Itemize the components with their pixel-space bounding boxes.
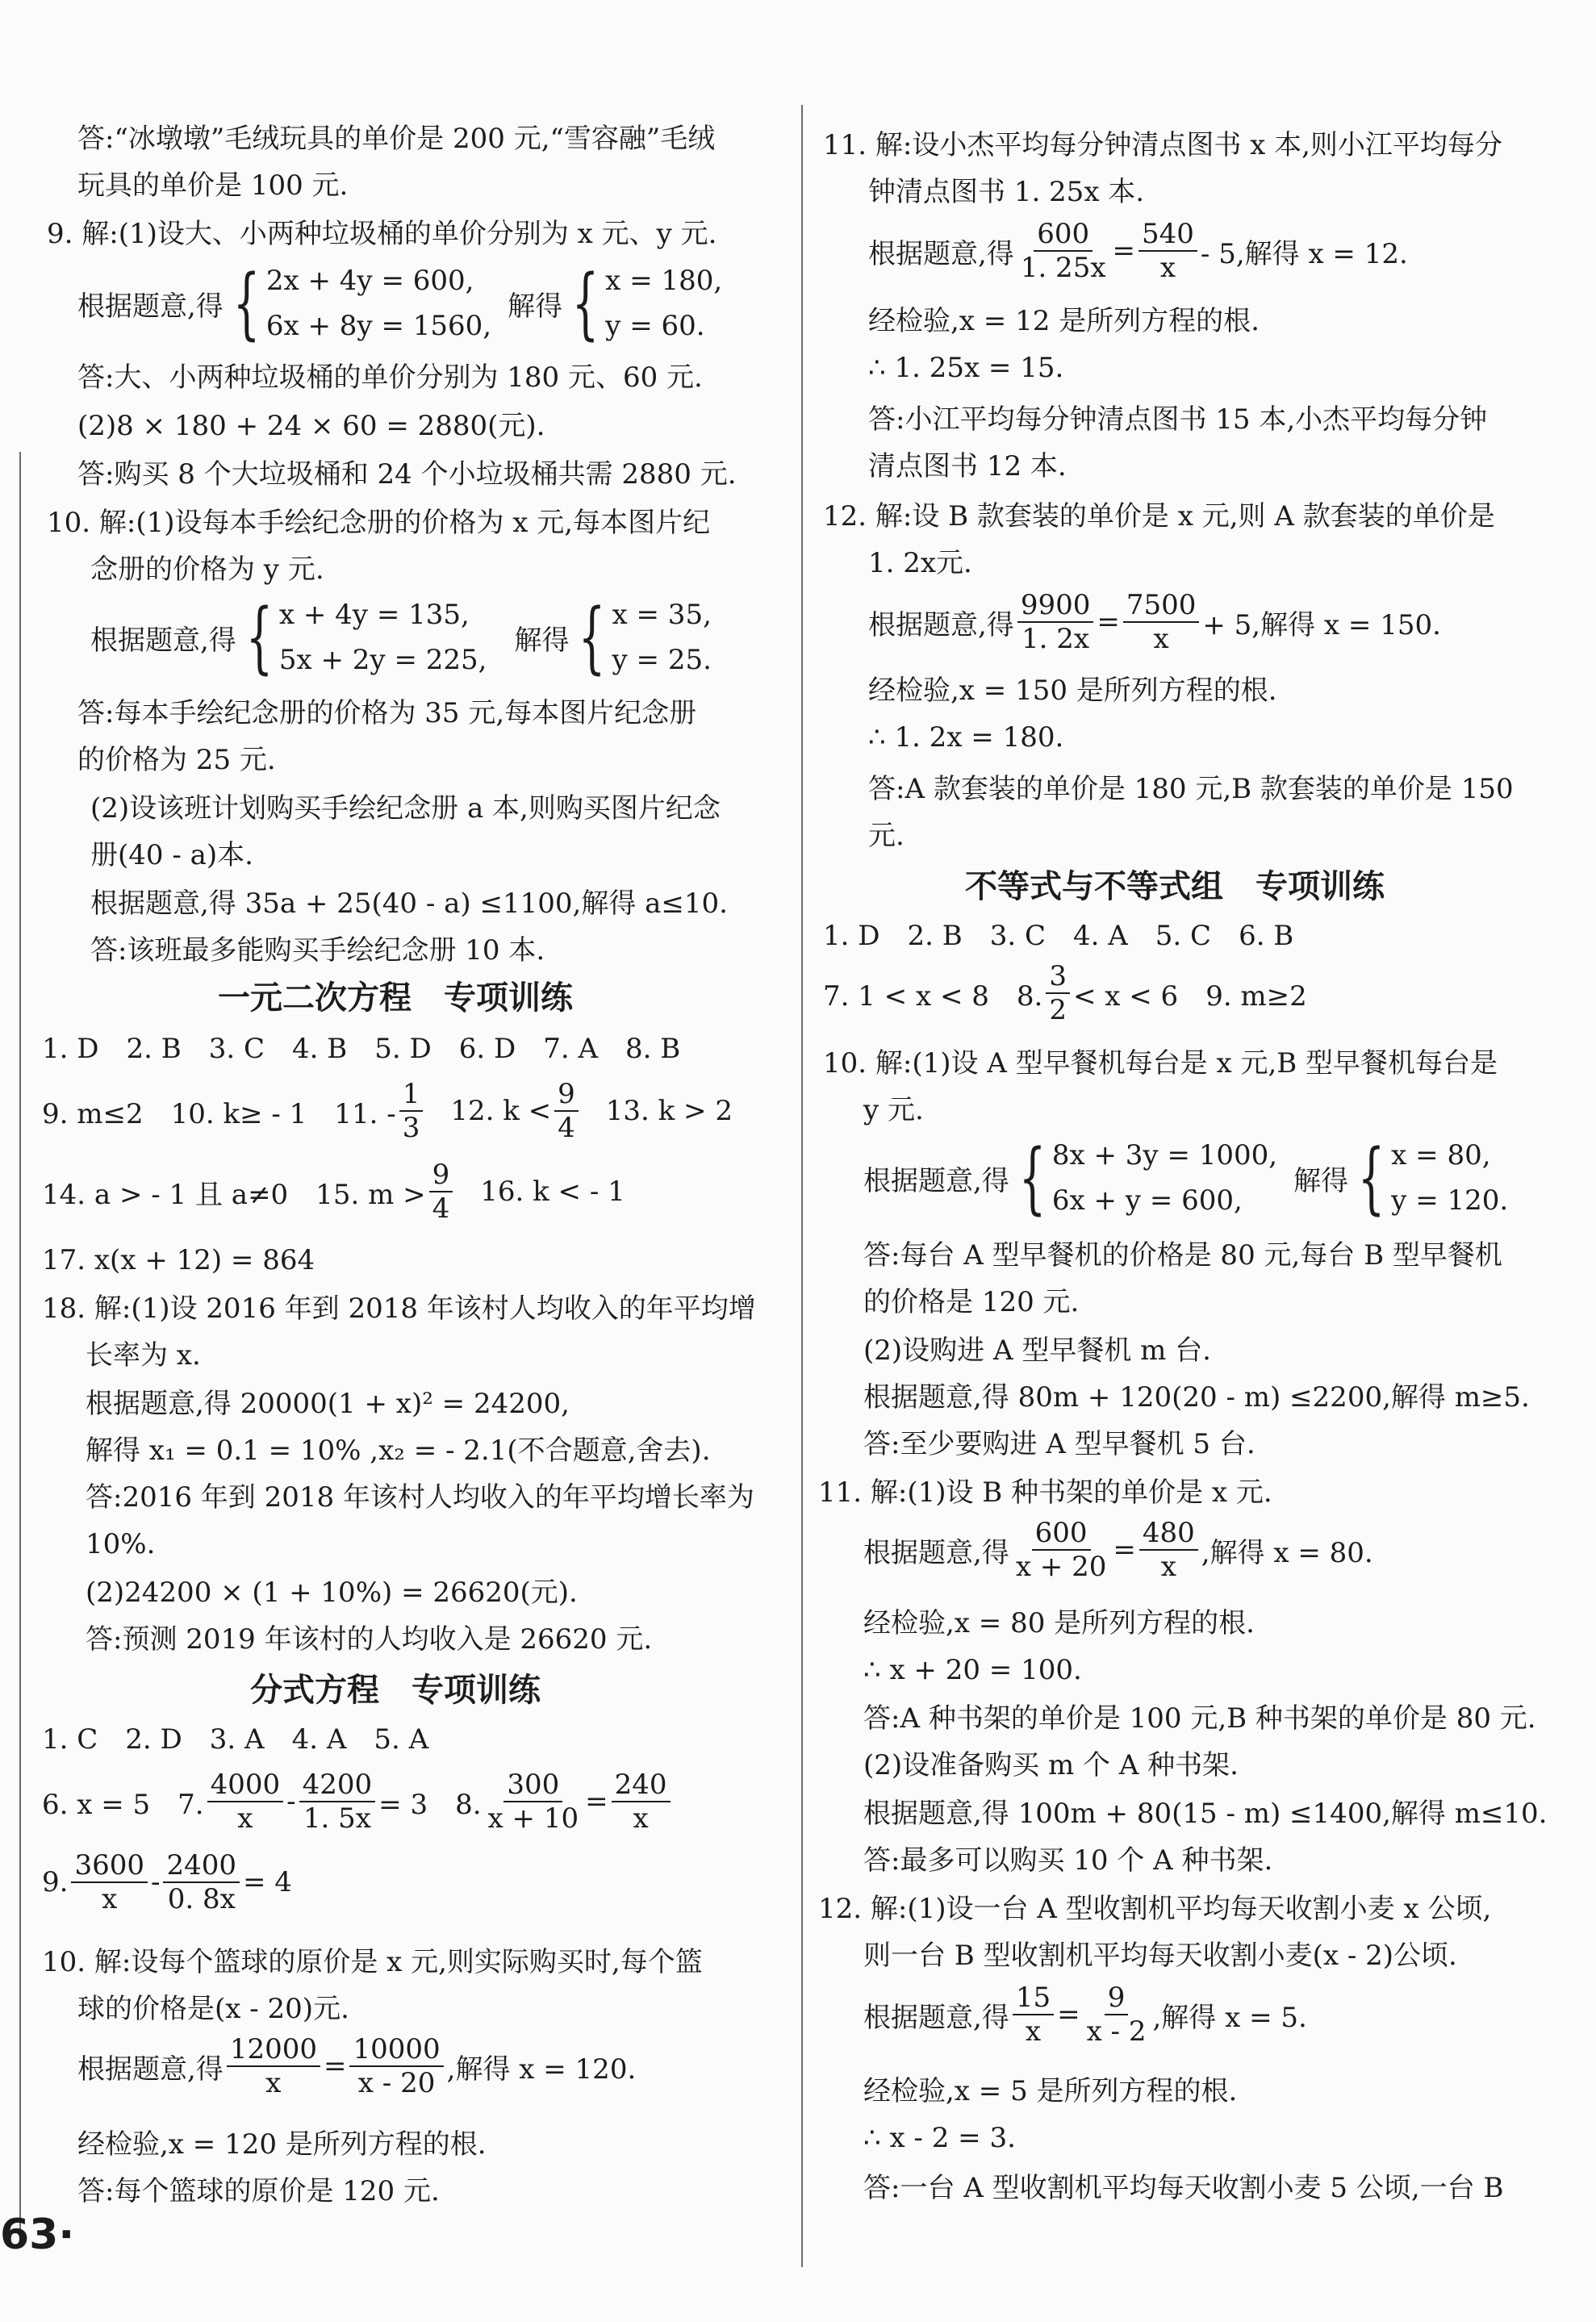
equation (863, 1982, 1307, 2048)
equation (863, 1517, 1373, 1583)
answer-row (823, 960, 1307, 1026)
eq-row: 8x + 3y = 1000, (1051, 1139, 1278, 1171)
right-column (807, 0, 1596, 2322)
text-line: 根据题意,得 35a + 25(40 - a) ≤1100,解得 a≤10. (90, 887, 728, 920)
text-line: 答:一台 A 型收割机平均每天收割小麦 5 公顷,一台 B (863, 2172, 1504, 2204)
text-line: 1. 2x元. (868, 547, 972, 579)
system-2: { x = 80, y = 120. (1357, 1133, 1509, 1223)
fraction (1046, 960, 1070, 1026)
text-line: 根据题意,得 80m + 120(20 - m) ≤2200,解得 m≥5. (863, 1381, 1530, 1414)
denominator: x (265, 2067, 282, 2099)
denominator: x - 20 (357, 2067, 436, 2099)
operator: = (585, 1785, 608, 1818)
text-line: 答:最多可以购买 10 个 A 种书架. (863, 1844, 1273, 1877)
text-line: 答:小江平均每分钟清点图书 15 本,小杰平均每分钟 (868, 403, 1488, 436)
numerator: 2400 (163, 1849, 240, 1883)
fraction (227, 2033, 320, 2099)
answer-row: 17. x(x + 12) = 864 (42, 1244, 315, 1276)
numerator: 9 (429, 1159, 453, 1192)
fraction (1139, 218, 1197, 284)
answer-row (42, 1159, 625, 1225)
eq-mid: 解得 (514, 624, 570, 657)
eq-prefix: 根据题意,得 (868, 237, 1014, 270)
fraction (299, 1769, 376, 1835)
numerator: 10000 (349, 2033, 443, 2067)
text-line: 钟清点图书 1. 25x 本. (868, 176, 1145, 208)
text-line: 根据题意,得 100m + 80(15 - m) ≤1400,解得 m≤10. (863, 1798, 1548, 1830)
fraction (1013, 1517, 1110, 1583)
system-2: { x = 180, y = 60. (571, 258, 723, 349)
operator: = (1097, 606, 1120, 638)
denominator: 1. 25x (1020, 252, 1106, 284)
section-heading: 分式方程 专项训练 (250, 1672, 541, 1709)
system-1: { x + 4y = 135, 5x + 2y = 225, (245, 592, 487, 683)
question-18: 18. 解:(1)设 2016 年到 2018 年该村人均收入的年平均增 (42, 1293, 756, 1325)
eq-prefix: 根据题意,得 (90, 624, 236, 657)
system-1: { 2x + 4y = 600, 6x + 8y = 1560, (232, 258, 492, 349)
text-line: 答:“冰墩墩”毛绒玩具的单价是 200 元,“雪容融”毛绒 (77, 123, 716, 155)
text-line: 经检验,x = 150 是所列方程的根. (868, 674, 1277, 707)
equation-system (90, 592, 715, 683)
text-line: 清点图书 12 本. (868, 450, 1067, 482)
numerator: 3 (1046, 960, 1070, 994)
numerator: 9900 (1017, 589, 1094, 623)
denominator: x (1160, 1551, 1176, 1583)
eq-row: x + 4y = 135, (278, 599, 470, 631)
answer-text: 9. (42, 1866, 69, 1898)
page-number: 63· (0, 2211, 75, 2259)
text-line: 长率为 x. (86, 1339, 201, 1372)
numerator: 540 (1139, 218, 1197, 252)
text-line: 则一台 B 型收割机平均每天收割小麦(x - 2)公顷. (863, 1940, 1457, 1972)
text-line: 解得 x₁ = 0.1 = 10% ,x₂ = - 2.1(不合题意,舍去). (86, 1435, 711, 1467)
denominator: x (633, 1802, 649, 1835)
text-line: 答:大、小两种垃圾桶的单价分别为 180 元、60 元. (77, 361, 703, 394)
text-line: (2)24200 × (1 + 10%) = 26620(元). (86, 1577, 578, 1609)
text-line: 经检验,x = 80 是所列方程的根. (863, 1607, 1255, 1639)
text-line: 球的价格是(x - 20)元. (77, 1993, 349, 2025)
text-line: ∴ 1. 25x = 15. (868, 352, 1064, 384)
text-line: 答:每个篮球的原价是 120 元. (77, 2175, 440, 2207)
numerator: 7500 (1123, 589, 1200, 623)
fraction (429, 1159, 453, 1225)
fraction (207, 1769, 284, 1835)
answer-text: = 3 8. (378, 1788, 482, 1821)
numerator: 600 (1032, 1517, 1091, 1551)
eq-suffix: ,解得 x = 120. (446, 2053, 637, 2086)
fraction (1017, 589, 1094, 655)
equation (77, 2033, 636, 2099)
eq-row: 6x + y = 600, (1051, 1184, 1243, 1217)
answer-row (42, 1078, 733, 1144)
fraction (612, 1769, 671, 1835)
text-line: 答:A 款套装的单价是 180 元,B 款套装的单价是 150 (868, 773, 1514, 805)
text-line: 答:预测 2019 年该村的人均收入是 26620 元. (86, 1623, 653, 1656)
answer-row: 1. D 2. B 3. C 4. B 5. D 6. D 7. A 8. B (42, 1033, 681, 1065)
question-11: 11. 解:设小杰平均每分钟清点图书 x 本,则小江平均每分 (823, 129, 1502, 161)
eq-mid: 解得 (1293, 1164, 1349, 1197)
numerator: 4000 (207, 1769, 284, 1802)
denominator: x + 10 (487, 1802, 579, 1835)
page-number-text: 63 (0, 2211, 59, 2259)
numerator: 480 (1139, 1517, 1198, 1551)
numerator: 9 (554, 1078, 579, 1112)
text-line: 答:A 种书架的单价是 100 元,B 种书架的单价是 80 元. (863, 1702, 1536, 1735)
eq-row: 5x + 2y = 225, (278, 644, 487, 676)
denominator: 4 (432, 1192, 450, 1225)
text-line: 经检验,x = 12 是所列方程的根. (868, 305, 1260, 337)
eq-suffix: + 5,解得 x = 150. (1202, 608, 1441, 641)
answer-row (42, 1849, 292, 1915)
denominator: 4 (558, 1112, 575, 1144)
system-2: { x = 35, y = 25. (579, 592, 712, 683)
question-10: 10. 解:设每个篮球的原价是 x 元,则实际购买时,每个篮 (42, 1946, 703, 1978)
text-line: 册(40 - a)本. (90, 839, 253, 871)
numerator: 1 (399, 1078, 424, 1112)
text-line: 答:该班最多能购买手绘纪念册 10 本. (90, 934, 545, 967)
text-line: 答:每本手绘纪念册的价格为 35 元,每本图片纪念册 (77, 697, 697, 729)
equation-system (863, 1133, 1511, 1223)
question-10: 10. 解:(1)设每本手绘纪念册的价格为 x 元,每本图片纪 (47, 507, 711, 539)
eq-row: 6x + 8y = 1560, (265, 310, 492, 342)
answer-text: 12. k < (450, 1095, 552, 1127)
answer-text: = 4 (243, 1866, 292, 1898)
text-line: 答:2016 年到 2018 年该村人均收入的年平均增长率为 (86, 1481, 754, 1514)
fraction (1123, 589, 1200, 655)
operator: = (1113, 1534, 1136, 1566)
answer-text: 9. m≤2 10. k≥ - 1 11. - (42, 1097, 396, 1130)
denominator: x (237, 1802, 253, 1835)
answer-row (42, 1769, 674, 1835)
question-12: 12. 解:设 B 款套装的单价是 x 元,则 A 款套装的单价是 (823, 500, 1495, 532)
eq-prefix: 根据题意,得 (863, 1536, 1009, 1569)
text-line: y 元. (863, 1094, 924, 1126)
numerator: 4200 (299, 1769, 376, 1802)
fraction (71, 1849, 148, 1915)
numerator: 9 (1105, 1982, 1129, 2015)
eq-row: y = 25. (612, 644, 712, 676)
eq-row: y = 120. (1391, 1184, 1509, 1217)
denominator: x (102, 1883, 118, 1915)
text-line: ∴ x + 20 = 100. (863, 1654, 1082, 1686)
text-line: 经检验,x = 5 是所列方程的根. (863, 2075, 1238, 2107)
eq-prefix: 根据题意,得 (863, 2001, 1009, 2034)
numerator: 3600 (71, 1849, 148, 1883)
eq-prefix: 根据题意,得 (863, 1164, 1009, 1197)
answer-text: 7. 1 < x < 8 8. (823, 979, 1043, 1013)
denominator: 3 (402, 1112, 420, 1144)
denominator: x (1025, 2015, 1042, 2048)
fraction (349, 2033, 443, 2099)
numerator: 600 (1034, 218, 1093, 252)
eq-suffix: - 5,解得 x = 12. (1200, 237, 1408, 270)
eq-row: 2x + 4y = 600, (265, 265, 474, 297)
operator: = (1057, 1998, 1080, 2031)
operator: = (1112, 235, 1135, 267)
equation (868, 218, 1408, 284)
eq-prefix: 根据题意,得 (868, 608, 1014, 641)
text-line: ∴ 1. 2x = 180. (868, 721, 1064, 754)
fraction (399, 1078, 424, 1144)
eq-prefix: 根据题意,得 (77, 2053, 224, 2086)
question-10: 10. 解:(1)设 A 型早餐机每台是 x 元,B 型早餐机每台是 (823, 1047, 1498, 1080)
numerator: 300 (503, 1769, 562, 1802)
text-line: 元. (868, 820, 905, 852)
eq-row: x = 180, (605, 265, 723, 297)
denominator: x (1159, 252, 1176, 284)
text-line: 的价格为 25 元. (77, 744, 276, 776)
fraction (485, 1769, 583, 1835)
operator: = (323, 2050, 347, 2082)
text-line: 的价格是 120 元. (863, 1286, 1080, 1318)
text-line: ∴ x - 2 = 3. (863, 2122, 1016, 2154)
eq-suffix: ,解得 x = 80. (1201, 1536, 1373, 1569)
eq-mid: 解得 (508, 290, 563, 323)
text-line: 答:购买 8 个大垃圾桶和 24 个小垃圾桶共需 2880 元. (77, 458, 737, 491)
eq-row: y = 60. (605, 310, 705, 342)
system-1: { 8x + 3y = 1000, 6x + y = 600, (1018, 1133, 1278, 1223)
eq-suffix: ,解得 x = 5. (1152, 2001, 1307, 2034)
denominator: x (1153, 623, 1169, 655)
fraction (1139, 1517, 1198, 1583)
answer-text: 13. k > 2 (605, 1095, 733, 1127)
fraction (1084, 1982, 1150, 2048)
text-line: 答:每台 A 型早餐机的价格是 80 元,每台 B 型早餐机 (863, 1239, 1502, 1272)
answer-text: 6. x = 5 7. (42, 1788, 204, 1821)
fraction (163, 1849, 240, 1915)
text-line: 根据题意,得 20000(1 + x)² = 24200, (86, 1388, 570, 1420)
text-line: 玩具的单价是 100 元. (77, 169, 349, 202)
fraction (554, 1078, 579, 1144)
answer-row: 1. C 2. D 3. A 4. A 5. A (42, 1723, 429, 1756)
fraction (1017, 218, 1109, 284)
answer-text: < x < 6 9. m≥2 (1072, 979, 1307, 1013)
section-heading: 一元二次方程 专项训练 (218, 979, 573, 1017)
column-divider (801, 105, 803, 2267)
numerator: 15 (1013, 1982, 1054, 2015)
numerator: 12000 (227, 2033, 320, 2067)
equation (868, 589, 1441, 655)
denominator: x - 2 (1086, 2015, 1147, 2048)
text-line: (2)8 × 180 + 24 × 60 = 2880(元). (77, 410, 545, 442)
section-heading: 不等式与不等式组 专项训练 (965, 868, 1385, 905)
text-line: (2)设该班计划购买手绘纪念册 a 本,则购买图片纪念 (90, 792, 721, 825)
answer-row: 1. D 2. B 3. C 4. A 5. C 6. B (823, 920, 1294, 952)
text-line: (2)设购进 A 型早餐机 m 台. (863, 1334, 1211, 1367)
fraction (1013, 1982, 1054, 2048)
eq-row: x = 80, (1391, 1139, 1491, 1171)
text-line: 念册的价格为 y 元. (90, 553, 324, 586)
denominator: 0. 8x (167, 1883, 236, 1915)
operator: - (286, 1785, 296, 1818)
denominator: x + 20 (1015, 1551, 1107, 1583)
denominator: 1. 5x (303, 1802, 371, 1835)
eq-prefix: 根据题意,得 (77, 290, 224, 323)
operator: - (150, 1866, 161, 1898)
text-line: (2)设准备购买 m 个 A 种书架. (863, 1749, 1239, 1781)
equation-system (77, 258, 725, 349)
question-9: 9. 解:(1)设大、小两种垃圾桶的单价分别为 x 元、y 元. (47, 218, 717, 250)
text-line: 10%. (86, 1528, 156, 1560)
text-line: 答:至少要购进 A 型早餐机 5 台. (863, 1428, 1255, 1460)
denominator: 1. 2x (1022, 623, 1090, 655)
numerator: 240 (612, 1769, 671, 1802)
answer-text: 14. a > - 1 且 a≠0 15. m > (42, 1178, 426, 1211)
question-11: 11. 解:(1)设 B 种书架的单价是 x 元. (818, 1476, 1272, 1509)
eq-row: x = 35, (612, 599, 712, 631)
question-12: 12. 解:(1)设一台 A 型收割机平均每天收割小麦 x 公顷, (818, 1893, 1492, 1925)
answer-text: 16. k < - 1 (480, 1176, 625, 1208)
denominator: 2 (1049, 994, 1067, 1026)
text-line: 经检验,x = 120 是所列方程的根. (77, 2128, 487, 2161)
